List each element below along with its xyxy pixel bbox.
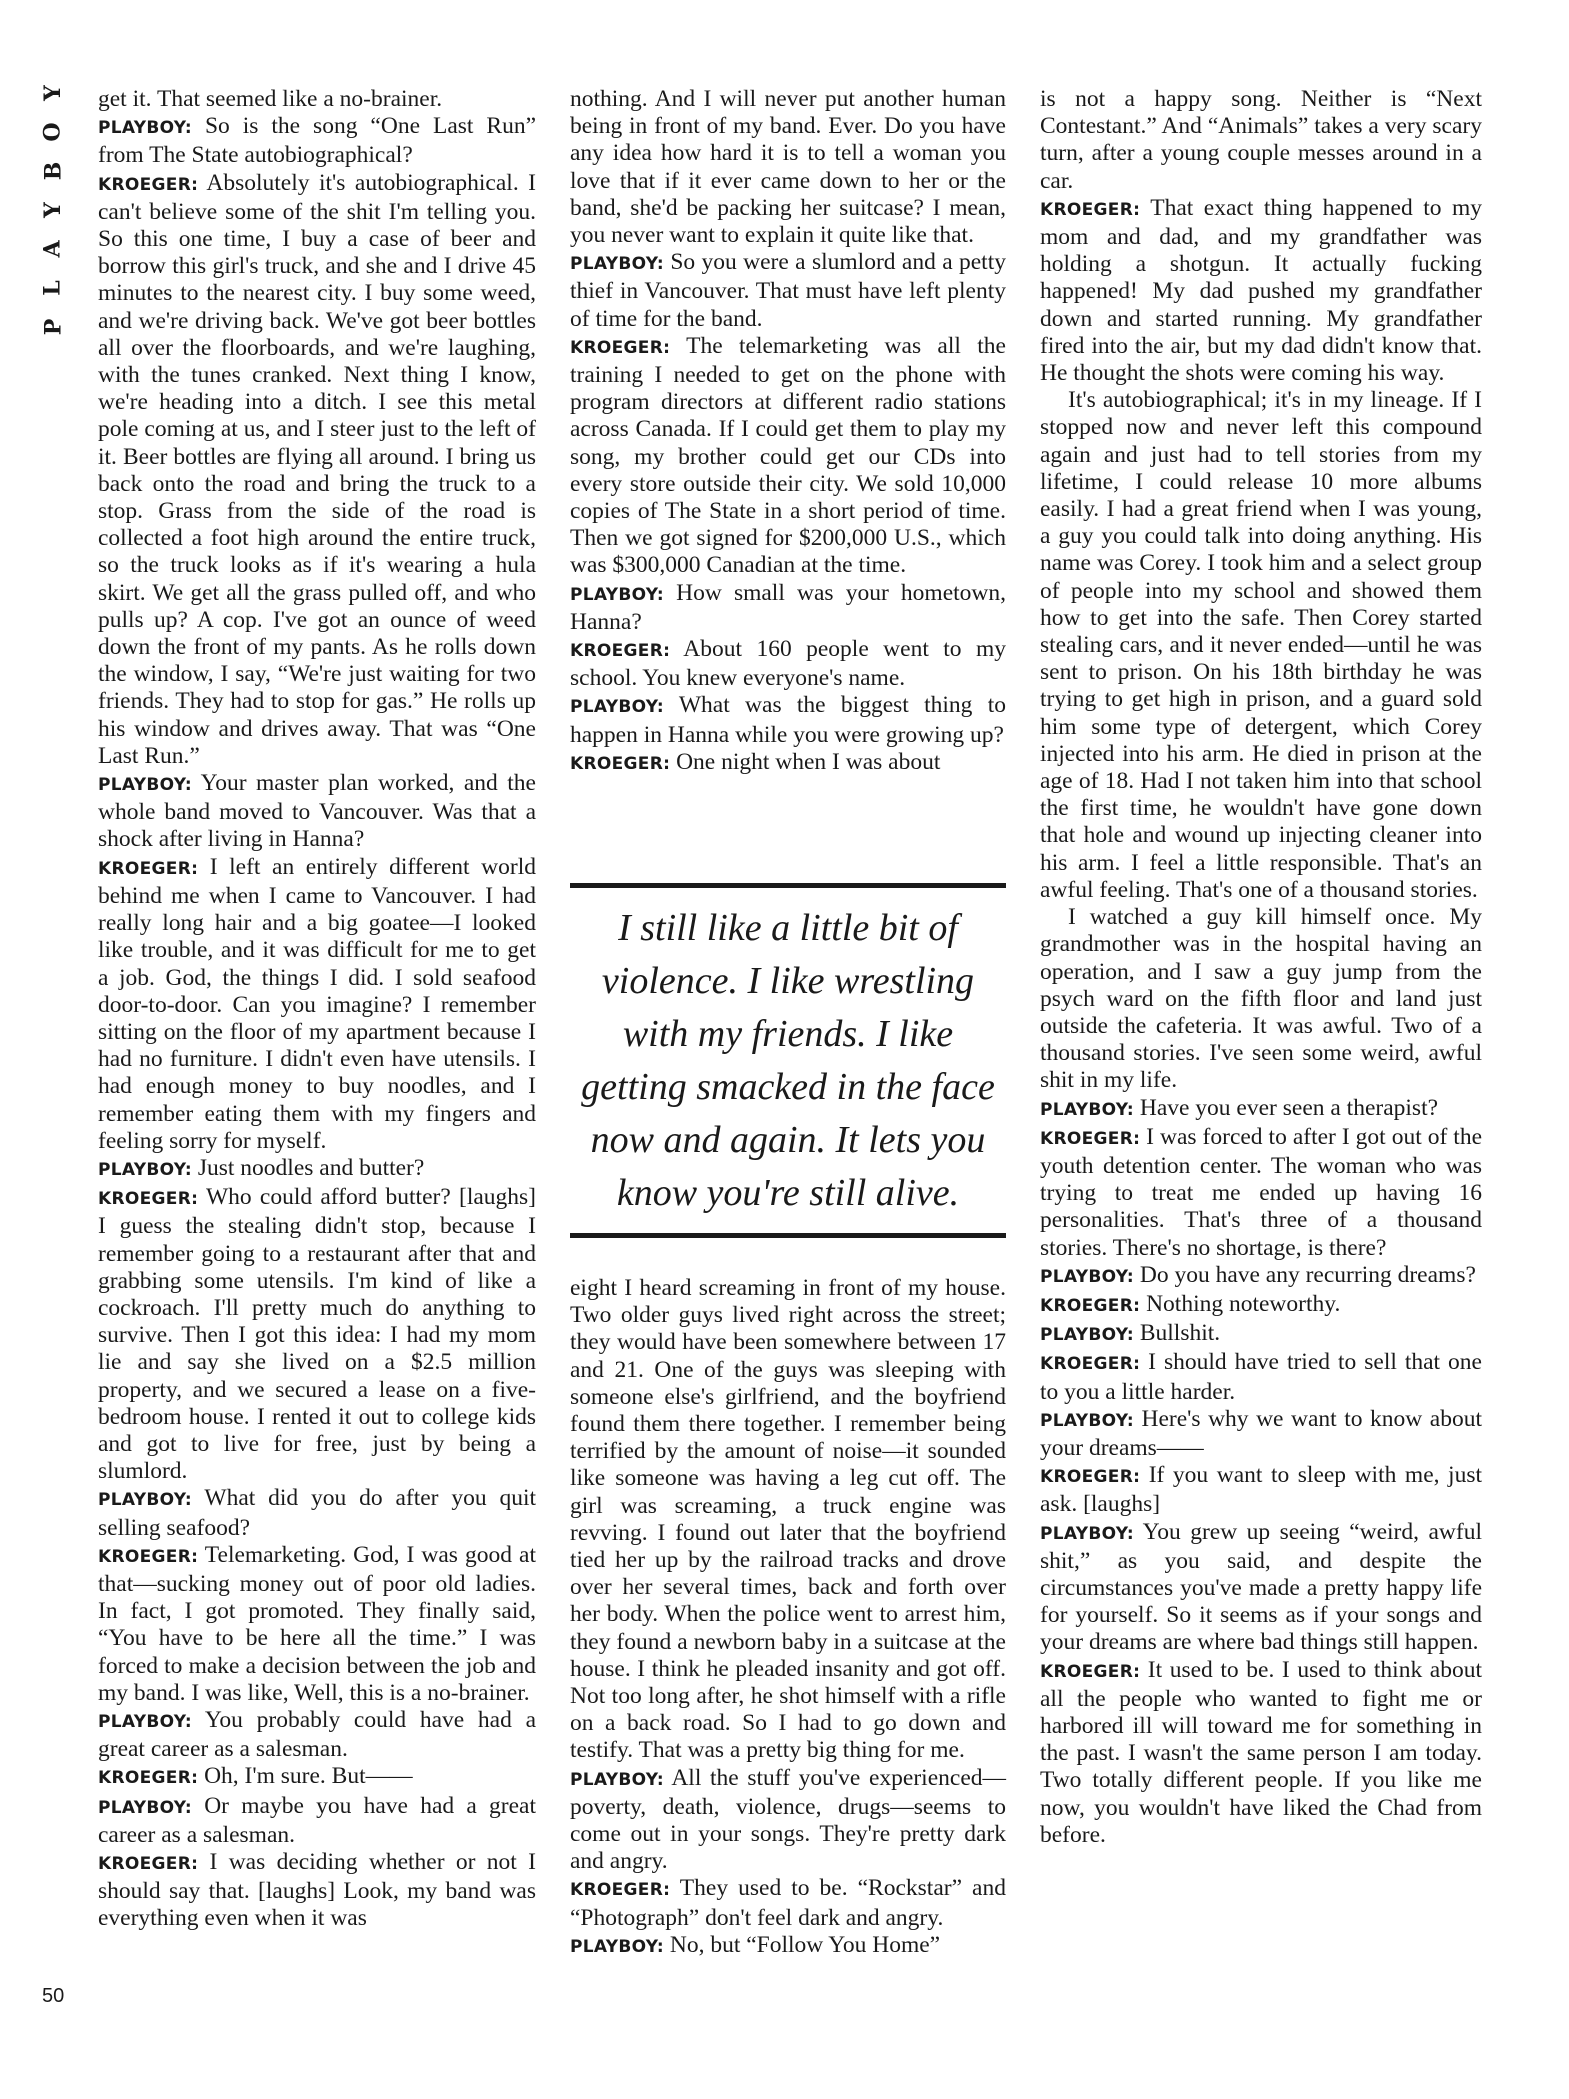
- paragraph: [570, 749, 1006, 778]
- paragraph: [98, 1707, 536, 1763]
- paragraph-text: One night when I was about: [670, 748, 941, 775]
- paragraph-text: You probably could have had a great career as a salesman.: [98, 1706, 536, 1763]
- paragraph-text: It used to be. I used to think about all the people who wanted to fight me or harbored ill will toward me for something in the past. I wasn't the same person I am today. Two totally different people. If you like me now, you wouldn't have liked the Chad from before.: [1040, 1656, 1482, 1848]
- paragraph-text: How small was your hometown, Hanna?: [570, 579, 1006, 635]
- logo-letter: P: [39, 318, 66, 336]
- paragraph: [98, 1155, 536, 1184]
- paragraph: [1040, 1406, 1482, 1462]
- paragraph: [98, 1763, 536, 1792]
- paragraph-text: Telemarketing. God, I was good at that—sucking money out of poor old ladies. In fact, I got promoted. They finally said, “You have to be here all the time.” I was forced to make a decision between the job and my band. I was like, Well, this is a no-brainer.: [98, 1541, 536, 1706]
- paragraph-text: What did you do after you quit selling seafood?: [98, 1485, 536, 1541]
- logo-letter: L: [40, 280, 66, 296]
- speaker-label: KROEGER:: [1040, 199, 1141, 220]
- paragraph: [1040, 86, 1482, 195]
- paragraph-text: Bullshit.: [1133, 1320, 1221, 1347]
- paragraph-text: is not a happy song. Neither is “Next Contestant.” And “Animals” takes a very scary turn, after a young couple messes around in a car.: [1040, 86, 1482, 194]
- speaker-label: PLAYBOY:: [1040, 1325, 1134, 1346]
- paragraph: [1040, 1291, 1482, 1320]
- paragraph: [98, 854, 536, 1155]
- paragraph: [1040, 1262, 1482, 1291]
- paragraph: [570, 580, 1006, 636]
- logo-letter: A: [39, 240, 66, 258]
- paragraph-text: The telemarketing was all the training I needed to get on the phone with program directors at different radio stations across Canada. If I could get them to play my song, my brother could get our CDs into every store outside their city. We sold 10,000 copies of The State in a short period of time. Then we got signed for $200,000 U.S., which was $300,000 Canadian at the time.: [570, 332, 1006, 579]
- paragraph-text: Who could afford butter? [laughs] I guess the stealing didn't stop, because I remember going to a restaurant after that and grabbing some utensils. I'm kind of like a cockroach. I'll pretty much do anything to survive. Then I got this idea: I had my mom lie and say she lived on a $2.5 million property, and we secured a lease on a five-bedroom house. I rented it out to college kids and got to live for free, just by being a slumlord.: [98, 1184, 536, 1485]
- speaker-label: KROEGER:: [570, 1880, 671, 1901]
- paragraph-text: All the stuff you've experienced—poverty, death, violence, drugs—seems to come out in your songs. They're pretty dark and angry.: [570, 1764, 1006, 1875]
- logo-letter: O: [39, 122, 66, 142]
- paragraph-text: I left an entirely different world behind me when I came to Vancouver. I had really long hair and a big goatee—I looked like trouble, and it was difficult for me to get a job. God, the things I did. I sold seafood door-to-door. Can you imagine? I remember sitting on the floor of my apartment because I had no furniture. I didn't even have utensils. I had enough money to buy noodles, and I remember eating them with my fingers and feeling sorry for myself.: [98, 853, 536, 1154]
- speaker-label: PLAYBOY:: [98, 775, 192, 796]
- paragraph-text: You grew up seeing “weird, awful shit,” as you said, and despite the circumstances you've made a pretty happy life for yourself. So it seems as if your songs and your dreams are where bad things still happen.: [1040, 1518, 1482, 1656]
- speaker-label: KROEGER:: [1040, 1354, 1141, 1375]
- paragraph-text: Absolutely it's autobiographical. I can't believe some of the shit I'm telling you. So this one time, I buy a case of beer and borrow this girl's truck, and she and I drive 45 minutes to the nearest city. I buy some weed, and we're driving back. We've got beer bottles all over the floorboards, and we're laughing, with the tunes cranked. Next thing I know, we're heading into a ditch. I see this metal pole coming at us, and I steer just to the left of it. Beer bottles are flying all around. I bring us back onto the road and bring the truck to a stop. Grass from the side of the road is collected a foot high around the entire truck, so the truck looks as if it's wearing a hula skirt. We get all the grass pulled off, and who pulls up? A cop. I've got an ounce of weed down the front of my pants. As he rolls down the window, I say, “We're just waiting for two friends. They had to stop for gas.” He rolls up his window and drives away. That was “One Last Run.”: [98, 169, 536, 769]
- paragraph-text: Do you have any recurring dreams?: [1133, 1261, 1476, 1288]
- paragraph-text: I should have tried to sell that one to you a little harder.: [1040, 1349, 1482, 1405]
- paragraph: [98, 770, 536, 854]
- paragraph-text: If you want to sleep with me, just ask. [laughs]: [1040, 1462, 1482, 1518]
- paragraph-text: Have you ever seen a therapist?: [1133, 1094, 1439, 1121]
- logo-letter: Y: [40, 85, 66, 101]
- paragraph: [570, 1932, 1006, 1961]
- speaker-label: KROEGER:: [98, 1189, 199, 1210]
- paragraph: [98, 1485, 536, 1541]
- paragraph: [1040, 1320, 1482, 1349]
- paragraph-text: So you were a slumlord and a petty thief in Vancouver. That must have left plenty of time for the band.: [570, 249, 1006, 332]
- speaker-label: PLAYBOY:: [570, 254, 664, 275]
- paragraph-text: get it. That seemed like a no-brainer.: [98, 86, 443, 112]
- paragraph-text: They used to be. “Rockstar” and “Photograph” don't feel dark and angry.: [570, 1875, 1006, 1931]
- paragraph-text: So is the song “One Last Run” from The State autobiographical?: [98, 113, 536, 169]
- speaker-label: PLAYBOY:: [570, 697, 664, 718]
- speaker-label: PLAYBOY:: [98, 1159, 192, 1180]
- paragraph: [1040, 1657, 1482, 1849]
- paragraph: [570, 1765, 1006, 1876]
- paragraph: [98, 170, 536, 770]
- paragraph-text: I watched a guy kill himself once. My grandmother was in the hospital having an operation, and I saw a guy jump from the psych ward on the fifth floor and land just outside the cafeteria. It was awful. Two of a thousand stories. I've seen some weird, awful shit in my life.: [1040, 904, 1482, 1094]
- speaker-label: KROEGER:: [570, 337, 671, 358]
- text-column-1: [98, 86, 536, 1933]
- playboy-vertical-logo: [38, 80, 68, 340]
- paragraph-text: eight I heard screaming in front of my house. Two older guys lived right across the street; they would have been somewhere between 17 and 21. One of the guys was sleeping with someone else's girlfriend, and the boyfriend found them there together. I remember being terrified by the amount of noise—it sounded like someone was having a leg cut off. The girl was screaming, a truck engine was revving. I found out later that the boyfriend tied her up by the railroad tracks and drove over her several times, back and forth over her body. When the police went to arrest him, they found a newborn baby in a suitcase at the house. I think he pleaded insanity and got off. Not too long after, he shot himself with a rifle on a back road. So I had to go down and testify. That was a pretty big thing for me.: [570, 1275, 1006, 1764]
- paragraph: [1040, 1349, 1482, 1405]
- speaker-label: PLAYBOY:: [98, 1490, 192, 1511]
- paragraph: [98, 86, 536, 113]
- paragraph: [570, 249, 1006, 333]
- paragraph: [570, 1875, 1006, 1931]
- page-number: 50: [42, 1985, 65, 2007]
- paragraph: [570, 86, 1006, 249]
- paragraph: [1040, 904, 1482, 1094]
- paragraph-text: No, but “Follow You Home”: [663, 1931, 941, 1958]
- speaker-label: KROEGER:: [1040, 1295, 1141, 1316]
- speaker-label: PLAYBOY:: [1040, 1410, 1134, 1431]
- text-column-3: [1040, 86, 1482, 1849]
- paragraph: [1040, 1462, 1482, 1518]
- pull-quote-text: I still like a little bit of violence. I like wrestling with my friends. I like getting smacked in the face now and again. It lets you know you're still alive.: [581, 906, 995, 1214]
- paragraph-text: nothing. And I will never put another human being in front of my band. Ever. Do you have any idea how hard it is to tell a woman you love that if it ever came down to her or the band, she'd be packing her suitcase? I mean, you never want to explain it quite like that.: [570, 86, 1006, 249]
- paragraph: [98, 113, 536, 169]
- paragraph: [98, 1184, 536, 1485]
- speaker-label: KROEGER:: [1040, 1128, 1141, 1149]
- paragraph: [570, 636, 1006, 692]
- logo-letter: Y: [40, 202, 66, 218]
- paragraph-text: Your master plan worked, and the whole band moved to Vancouver. Was that a shock after living in Hanna?: [98, 770, 536, 853]
- paragraph: [98, 1849, 536, 1933]
- paragraph: [570, 333, 1006, 580]
- speaker-label: KROEGER:: [1040, 1467, 1141, 1488]
- speaker-label: PLAYBOY:: [1040, 1266, 1134, 1287]
- text-column-2: [570, 86, 1006, 778]
- speaker-label: KROEGER:: [98, 1546, 199, 1567]
- speaker-label: PLAYBOY:: [98, 1797, 192, 1818]
- speaker-label: KROEGER:: [1040, 1661, 1141, 1682]
- paragraph: [98, 1793, 536, 1849]
- speaker-label: PLAYBOY:: [1040, 1099, 1134, 1120]
- speaker-label: KROEGER:: [570, 753, 671, 774]
- pull-quote: [570, 883, 1006, 1238]
- paragraph-text: About 160 people went to my school. You knew everyone's name.: [570, 636, 1006, 692]
- paragraph-text: Here's why we want to know about your dreams——: [1040, 1405, 1482, 1461]
- speaker-label: KROEGER:: [98, 858, 199, 879]
- speaker-label: PLAYBOY:: [98, 1711, 192, 1732]
- paragraph-text: What was the biggest thing to happen in Hanna while you were growing up?: [570, 692, 1006, 748]
- logo-letter: B: [39, 161, 66, 181]
- speaker-label: PLAYBOY:: [570, 1769, 664, 1790]
- speaker-label: KROEGER:: [98, 1768, 199, 1789]
- paragraph: [1040, 387, 1482, 904]
- paragraph: [570, 1275, 1006, 1765]
- speaker-label: KROEGER:: [98, 174, 199, 195]
- paragraph: [1040, 1519, 1482, 1657]
- paragraph-text: Just noodles and butter?: [191, 1154, 425, 1181]
- paragraph-text: Oh, I'm sure. But——: [198, 1763, 413, 1790]
- paragraph: [570, 692, 1006, 748]
- speaker-label: PLAYBOY:: [1040, 1523, 1134, 1544]
- paragraph-text: I was deciding whether or not I should say that. [laughs] Look, my band was everything even when it was: [98, 1849, 536, 1932]
- speaker-label: KROEGER:: [98, 1854, 199, 1874]
- paragraph: [1040, 195, 1482, 387]
- paragraph-text: Or maybe you have had a great career as a salesman.: [98, 1792, 536, 1848]
- paragraph-text: I was forced to after I got out of the youth detention center. The woman who was trying to treat me ended up having 16 personalities. That's three of a thousand stories. There's no shortage, is there?: [1040, 1123, 1482, 1261]
- paragraph: [98, 1542, 536, 1707]
- paragraph: [1040, 1095, 1482, 1124]
- text-column-2-continued: [570, 1275, 1006, 1961]
- speaker-label: KROEGER:: [570, 641, 671, 662]
- speaker-label: PLAYBOY:: [98, 118, 192, 139]
- speaker-label: PLAYBOY:: [570, 584, 664, 605]
- paragraph-text: Nothing noteworthy.: [1140, 1290, 1341, 1317]
- paragraph-text: That exact thing happened to my mom and dad, and my grandfather was holding a shotgun. It actually fucking happened! My dad pushed my grandfather down and started running. My grandfather fired into the air, but my dad didn't know that. He thought the shots were coming his way.: [1040, 194, 1482, 387]
- paragraph-text: It's autobiographical; it's in my lineage. If I stopped now and never left this compound again and just had to tell stories from my lifetime, I could release 10 more albums easily. I had a great friend when I was young, a guy you could talk into doing anything. His name was Corey. I took him and a select group of people into my school and showed them how to get into the safe. Then Corey started stealing cars, and it never ended—until he was sent to prison. On his 18th birthday he was trying to get high in prison, and a guard sold him some type of detergent, which Corey injected into his arm. He died in prison at the age of 18. Had I not taken him into that school the first time, he wouldn't have gone down that hole and wound up injecting cleaner into his arm. I feel a little responsible. That's an awful feeling. That's one of a thousand stories.: [1040, 387, 1482, 903]
- paragraph: [1040, 1124, 1482, 1262]
- speaker-label: PLAYBOY:: [570, 1936, 664, 1957]
